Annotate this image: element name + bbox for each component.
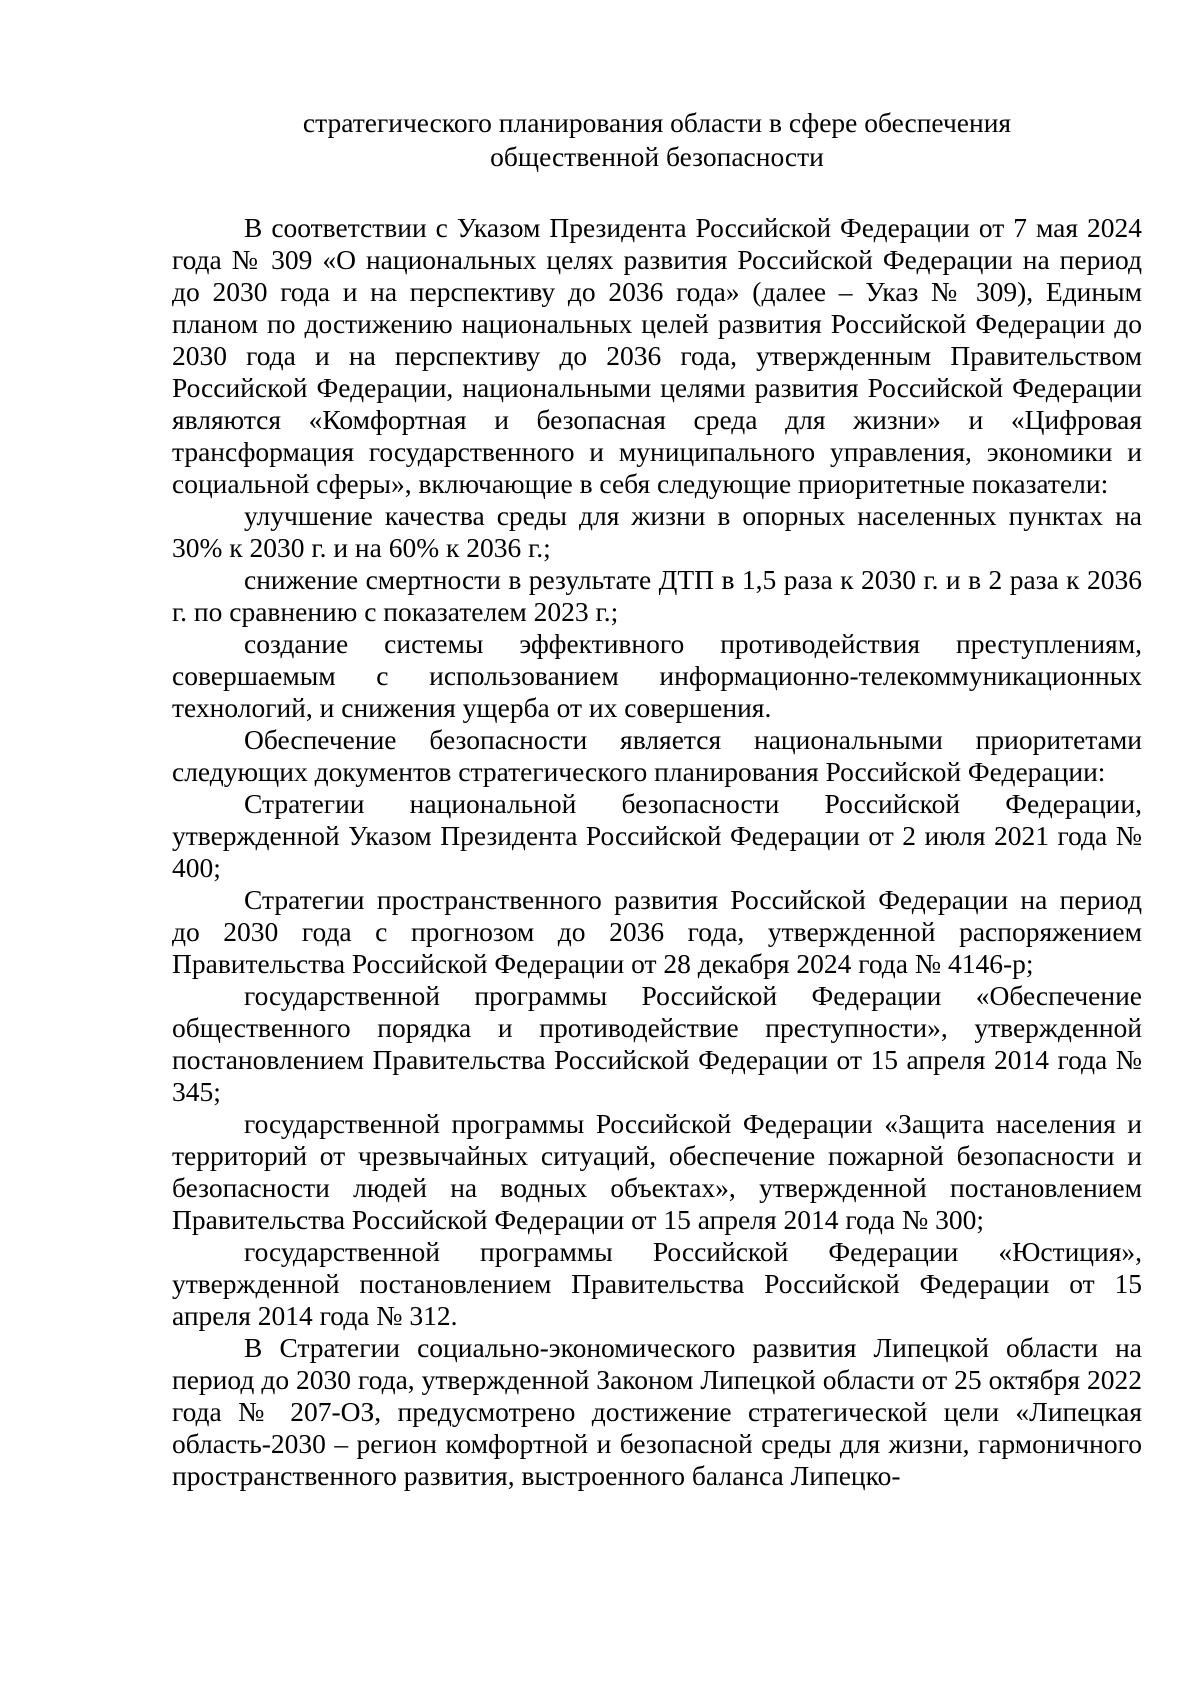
- paragraph-justice-program: государственной программы Российской Федерации «Юстиция», утвержденной постановлением Правительства Российской Федерации от 15 апреля 2014 года № 312.: [172, 1236, 1142, 1331]
- heading-line-2: общественной безопасности: [490, 141, 824, 172]
- document-body: [172, 212, 1142, 1492]
- paragraph-road-mortality: снижение смертности в результате ДТП в 1,5 раза к 2030 г. и в 2 раза к 2036 г. по сравнению с показателем 2023 г.;: [172, 564, 1142, 627]
- paragraph-public-order-program: государственной программы Российской Федерации «Обеспечение общественного порядка и противодействие преступности», утвержденной постановлением Правительства Российской Федерации от 15 апреля 2014 года № 345;: [172, 980, 1142, 1107]
- paragraph-lipetsk-strategy: В Стратегии социально-экономического развития Липецкой области на период до 2030 года, утвержденной Законом Липецкой области от 25 октября 2022 года № 207-ОЗ, предусмотрено достижение стратегической цели «Липецкая область-2030 – регион комфортной и безопасной среды для жизни, гармоничного пространственного развития, выстроенного баланса Липецко-: [172, 1332, 1142, 1491]
- heading-line-1: стратегического планирования области в сфере обеспечения: [302, 107, 1012, 138]
- paragraph-national-goals: В соответствии с Указом Президента Российской Федерации от 7 мая 2024 года № 309 «О национальных целях развития Российской Федерации на период до 2030 года и на перспективу до 2036 года» (далее – Указ № 309), Единым планом по достижению национальных целей развития Российской Федерации до 2030 года и на перспективу до 2036 года, утвержденным Правительством Российской Федерации, национальными целями развития Российской Федерации являются «Комфортная и безопасная среда для жизни» и «Цифровая трансформация государственного и муниципального управления, экономики и социальной сферы», включающие в себя следующие приоритетные показатели:: [172, 212, 1142, 499]
- paragraph-cybercrime: создание системы эффективного противодействия преступлениям, совершаемым с использованием информационно-телекоммуникационных технологий, и снижения ущерба от их совершения.: [172, 628, 1142, 723]
- paragraph-security-priorities: Обеспечение безопасности является национальными приоритетами следующих документов стратегического планирования Российской Федерации:: [172, 724, 1142, 787]
- paragraph-emergency-protection-program: государственной программы Российской Федерации «Защита населения и территорий от чрезвычайных ситуаций, обеспечение пожарной безопасности и безопасности людей на водных объектах», утвержденной постановлением Правительства Российской Федерации от 15 апреля 2014 года № 300;: [172, 1108, 1142, 1235]
- paragraph-national-security-strategy: Стратегии национальной безопасности Российской Федерации, утвержденной Указом Президента Российской Федерации от 2 июля 2021 года № 400;: [172, 788, 1142, 883]
- document-heading: [172, 106, 1142, 174]
- paragraph-living-environment: улучшение качества среды для жизни в опорных населенных пунктах на 30% к 2030 г. и на 60% к 2036 г.;: [172, 500, 1142, 563]
- paragraph-spatial-development-strategy: Стратегии пространственного развития Российской Федерации на период до 2030 года с прогнозом до 2036 года, утвержденной распоряжением Правительства Российской Федерации от 28 декабря 2024 года № 4146-р;: [172, 884, 1142, 979]
